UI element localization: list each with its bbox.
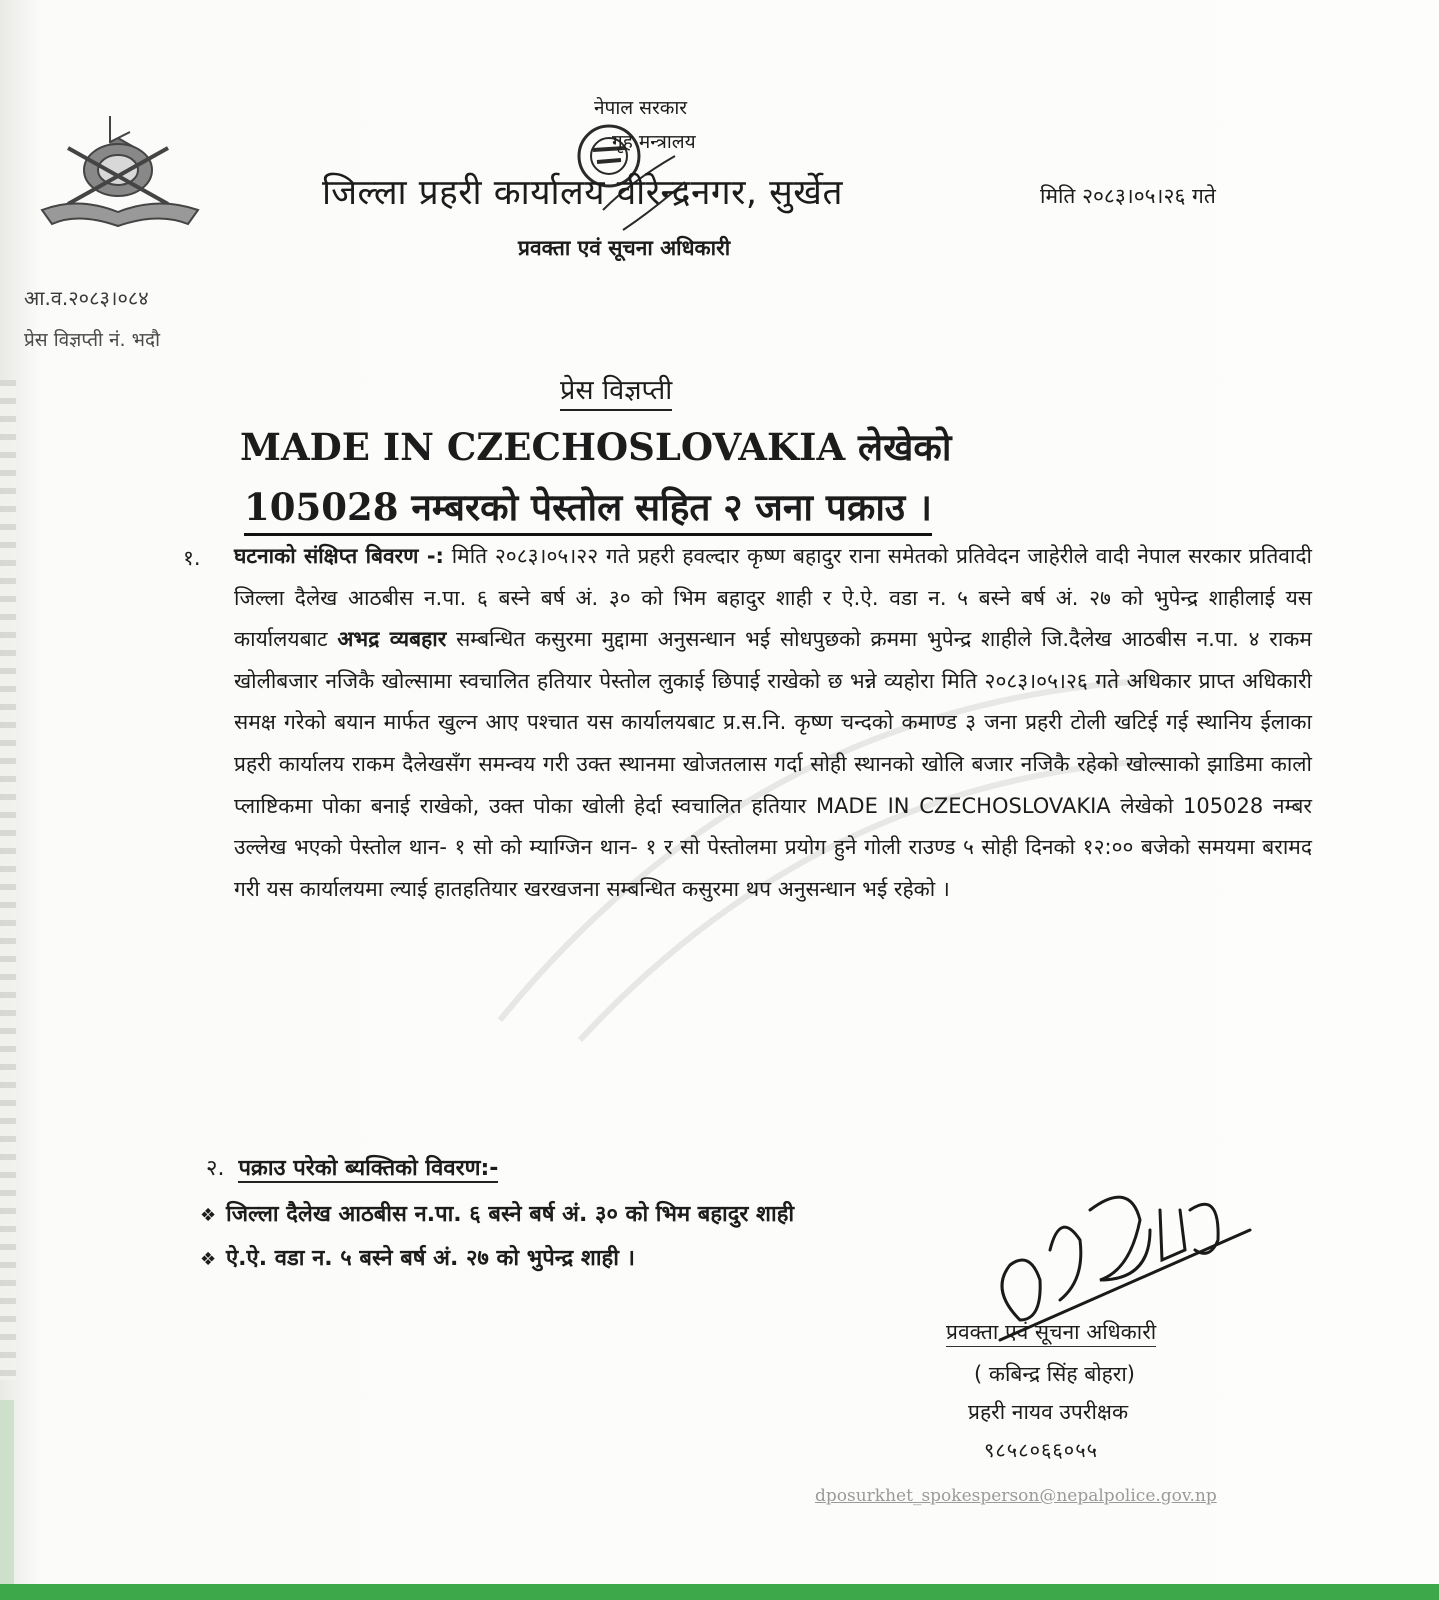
headline-line-2: 105028 नम्बरको पेस्तोल सहित २ जना पक्राउ । — [244, 480, 932, 536]
arrested-person-item — [200, 1198, 794, 1228]
diamond-bullet-icon: ❖ — [200, 1205, 217, 1226]
scan-background-left — [0, 1400, 14, 1600]
incident-text-bold: अभद्र व्यबहार — [337, 627, 447, 652]
arrested-label: पक्राउ परेको ब्यक्तिको विवरण:- — [238, 1156, 499, 1181]
signatory-name: ( कबिन्द्र सिंह बोहरा) — [974, 1362, 1136, 1386]
nepal-police-emblem-icon — [38, 112, 204, 232]
signatory-phone: ९८५८०६६०५५ — [984, 1438, 1098, 1462]
arrested-person-text: जिल्ला दैलेख आठबीस न.पा. ६ बस्ने बर्ष अं. ३० को भिम बहादुर शाही — [226, 1202, 795, 1227]
arrested-person-text: ऐ.ऐ. वडा न. ५ बस्ने बर्ष अं. २७ को भुपेन्द्र शाही । — [226, 1246, 635, 1271]
fiscal-year: आ.व.२०८३।०८४ — [24, 286, 149, 310]
section-title: प्रेस विज्ञप्ती — [560, 370, 672, 411]
signatory-rank: प्रहरी नायव उपरीक्षक — [968, 1400, 1129, 1424]
incident-label: घटनाको संक्षिप्त बिवरण -: — [234, 544, 444, 568]
incident-paragraph — [234, 536, 1312, 910]
issue-date: मिति २०८३।०५।२६ गते — [1040, 184, 1216, 208]
scan-background-bottom — [0, 1584, 1439, 1600]
press-release-number: प्रेस विज्ञप्ती नं. भदौ — [24, 329, 160, 351]
government-name: नेपाल सरकार — [594, 97, 688, 119]
scan-edge — [0, 380, 16, 1380]
office-name: जिल्ला प्रहरी कार्यालय वीरेन्द्रनगर, सुर्खेत — [322, 173, 843, 213]
arrested-heading — [206, 1152, 498, 1182]
arrested-person-item — [200, 1242, 635, 1272]
diamond-bullet-icon: ❖ — [200, 1249, 217, 1270]
contact-email: dposurkhet_spokesperson@nepalpolice.gov.np — [815, 1486, 1217, 1506]
ministry-name: गृह मन्त्रालय — [612, 131, 696, 153]
arrested-number: २. — [206, 1156, 225, 1181]
signatory-title: प्रवक्ता एवं सूचना अधिकारी — [946, 1318, 1156, 1347]
incident-text-a: मिति २०८३।०५।२२ गते प्रहरी हवल्दार कृष्ण बहादुर राना समेतको प्रतिवेदन जाहेरीले वादी नेपाल सरकार प्रतिवादी जिल्ला दैलेख आठबीस न.पा. ६ बस्ने बर्ष अं. ३० को भिम बहादुर शाही र ऐ.ऐ. वडा न. ५ बस्ने बर्ष अं. २७ को भुपेन्द्र शाहीलाई यस कार्यालयबाट — [234, 544, 1313, 652]
incident-text-b: सम्बन्धित कसुरमा मुद्दामा अनुसन्धान भई सोधपुछको क्रममा भुपेन्द्र शाहीले जि.दैलेख आठबीस न.पा. ४ राकम खोलीबजार नजिकै खोल्सामा स्वचालित हतियार पेस्तोल लुकाई छिपाई राखेको छ भन्ने व्यहोरा मिति २०८३।०५।२६ गते अधिकार प्राप्त अधिकारी समक्ष गरेको बयान मार्फत खुल्न आए पश्चात यस कार्यालयबाट प्र.स.नि. कृष्ण चन्दको कमाण्ड ३ जना प्रहरी टोली खटिई गई स्थानिय ईलाका प्रहरी कार्यालय राकम दैलेखसँग समन्वय गरी उक्त स्थानमा खोजतलास गर्दा सोही स्थानको खोलि बजार नजिकै रहेको खोल्साको झाडिमा कालो प्लाष्टिकमा पोका बनाई राखेको, उक्त पोका खोली हेर्दा स्वचालित हतियार MADE IN CZECHOSLOVAKIA लेखेको 105028 नम्बर उल्लेख भएको पेस्तोल थान- १ सो को म्याग्जिन थान- १ र सो पेस्तोलमा प्रयोग हुने गोली राउण्ड ५ सोही दिनको १२:०० बजेको समयमा बरामद गरी यस कार्यालयमा ल्याई हातहतियार खरखजना सम्बन्धित कसुरमा थप अनुसन्धान भई रहेको । — [234, 627, 1312, 901]
department-name: प्रवक्ता एवं सूचना अधिकारी — [518, 236, 731, 260]
headline-line-1: MADE IN CZECHOSLOVAKIA लेखेको — [240, 425, 952, 469]
incident-number: १. — [183, 546, 201, 570]
